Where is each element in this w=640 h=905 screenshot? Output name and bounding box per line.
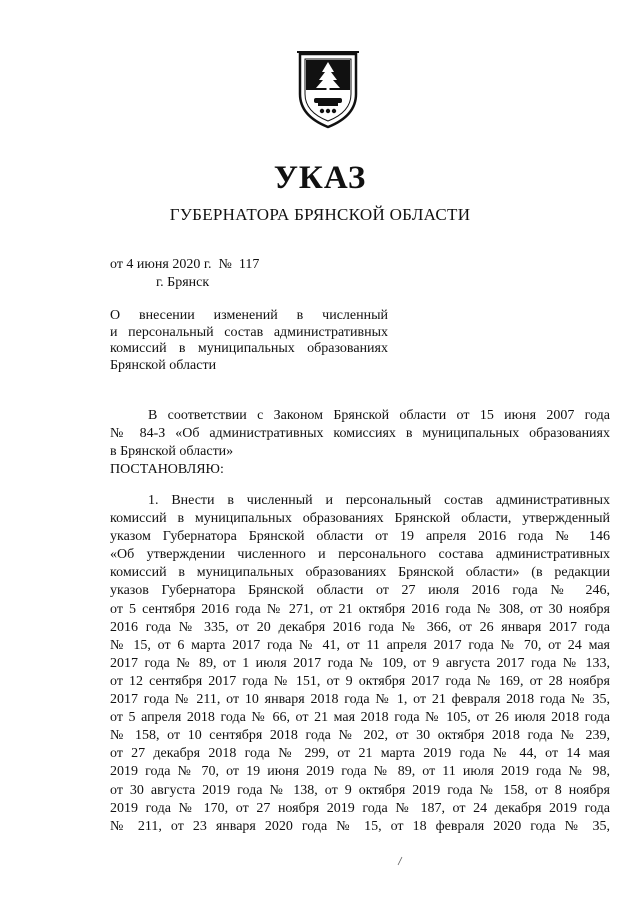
document-date-number: от 4 июня 2020 г. № 117 bbox=[110, 257, 260, 272]
intro-paragraph bbox=[110, 407, 610, 461]
paragraph-line: комиссий в муниципальных образованиях Брянской области» (в редакции bbox=[110, 565, 610, 581]
subject-line: О внесении изменений в численный bbox=[110, 308, 388, 323]
paragraph-line: № 84-З «Об административных комиссиях в муниципальных образованиях bbox=[110, 426, 610, 441]
paragraph-line: 2017 года № 89, от 1 июля 2017 года № 109, от 9 августа 2017 года № 133, bbox=[110, 655, 610, 671]
paragraph-line: от 12 сентября 2017 года № 151, от 9 октября 2017 года № 169, от 28 ноября bbox=[110, 673, 610, 689]
clause-1-paragraph bbox=[110, 492, 610, 836]
paragraph-line: № 15, от 6 марта 2017 года № 41, от 11 апреля 2017 года № 70, от 24 мая bbox=[110, 637, 610, 653]
document-title: УКАЗ bbox=[273, 160, 367, 196]
bryansk-coat-of-arms-icon bbox=[296, 50, 360, 130]
document-city: г. Брянск bbox=[156, 275, 210, 290]
postanovlyayu-label: ПОСТАНОВЛЯЮ: bbox=[110, 462, 224, 477]
document-subtitle: ГУБЕРНАТОРА БРЯНСКОЙ ОБЛАСТИ bbox=[169, 205, 471, 224]
paragraph-line: комиссий в муниципальных образованиях Брянской области, утвержденный bbox=[110, 511, 610, 527]
paragraph-line: в Брянской области» bbox=[110, 444, 234, 459]
document-subject bbox=[110, 308, 388, 374]
paragraph-line: 2016 года № 335, от 20 декабря 2016 года № 366, от 26 января 2017 года bbox=[110, 619, 610, 635]
paragraph-line: от 27 декабря 2018 года № 299, от 21 марта 2019 года № 44, от 14 мая bbox=[110, 746, 610, 762]
paragraph-line: 2019 года № 170, от 27 ноября 2019 года № 187, от 24 декабря 2019 года bbox=[110, 800, 610, 816]
paragraph-line: № 211, от 23 января 2020 года № 15, от 18 февраля 2020 года № 35, bbox=[110, 818, 610, 834]
paragraph-line: 2017 года № 211, от 10 января 2018 года № 1, от 21 февраля 2018 года № 35, bbox=[110, 692, 610, 708]
subject-line: комиссий в муниципальных образованиях bbox=[110, 341, 388, 356]
scan-mark bbox=[396, 856, 404, 866]
paragraph-line: 2019 года № 70, от 19 июня 2019 года № 89, от 11 июля 2019 года № 98, bbox=[110, 764, 610, 780]
paragraph-line: указов Губернатора Брянской области от 27 июля 2016 года № 246, bbox=[110, 583, 610, 599]
subject-line: Брянской области bbox=[110, 357, 217, 373]
paragraph-line: от 5 апреля 2018 года № 66, от 21 мая 2018 года № 105, от 26 июля 2018 года bbox=[110, 710, 610, 726]
resolution-keyword bbox=[110, 461, 610, 479]
paragraph-line: «Об утверждении численного и персонального состава административных bbox=[110, 547, 610, 563]
paragraph-line: от 5 сентября 2016 года № 271, от 21 октября 2016 года № 308, от 30 ноября bbox=[110, 601, 610, 617]
paragraph-line: В соответствии с Законом Брянской области от 15 июня 2007 года bbox=[148, 408, 610, 423]
paragraph-line: 1. Внести в численный и персональный состав административных bbox=[148, 493, 610, 508]
paragraph-line: от 30 августа 2019 года № 138, от 9 октября 2019 года № 158, от 8 ноября bbox=[110, 782, 610, 798]
subject-line: и персональный состав административных bbox=[110, 324, 388, 340]
paragraph-line: указом Губернатора Брянской области от 19 апреля 2016 года № 146 bbox=[110, 529, 610, 545]
paragraph-line: № 158, от 10 сентября 2018 года № 202, от 30 октября 2018 года № 239, bbox=[110, 728, 610, 744]
